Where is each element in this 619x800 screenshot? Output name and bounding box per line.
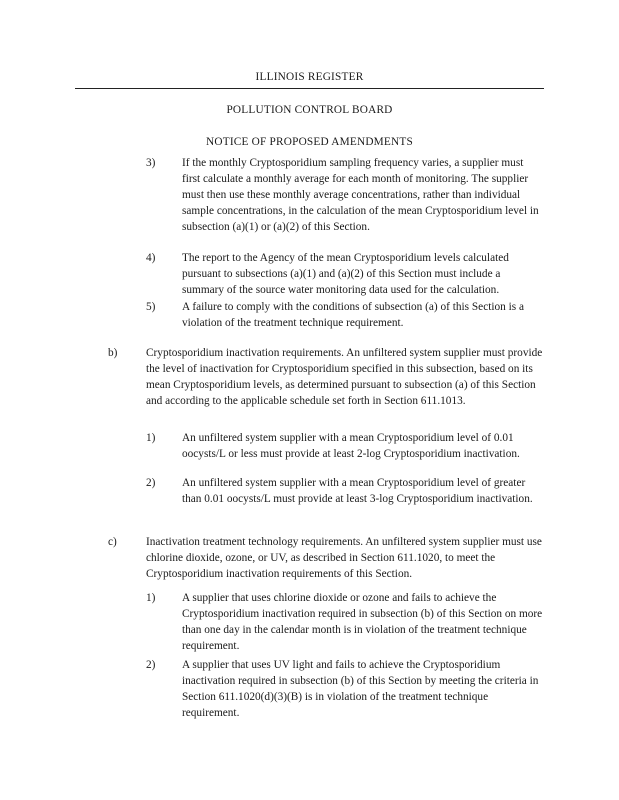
item-number-a4: 4) xyxy=(146,252,156,264)
item-number-c1: 1) xyxy=(146,592,156,604)
item-number-b1: 1) xyxy=(146,432,156,444)
item-text-b1: An unfiltered system supplier with a mean Cryptosporidium level of 0.01 oocysts/L or less must provide at least 2-log Cryptosporidium inactivation. xyxy=(182,432,520,460)
item-number-b2: 2) xyxy=(146,477,156,489)
item-number-a3: 3) xyxy=(146,157,156,169)
item-number-b: b) xyxy=(108,347,118,359)
board-title: POLLUTION CONTROL BOARD xyxy=(226,104,393,116)
item-text-a4: The report to the Agency of the mean Cryptosporidium levels calculated pursuant to subsections (a)(1) and (a)(2) of this Section must include a summary of the source water monitoring data used for the calculation. xyxy=(182,252,509,296)
header-rule xyxy=(75,88,544,89)
item-text-c: Inactivation treatment technology requirements. An unfiltered system supplier must use chlorine dioxide, ozone, or UV, as described in Section 611.1020, to meet the Cryptosporidium inactivation requirements of this Section. xyxy=(146,536,542,580)
item-number-c: c) xyxy=(108,536,117,548)
item-text-b: Cryptosporidium inactivation requirements. An unfiltered system supplier must provide the level of inactivation for Cryptosporidium specified in this subsection, based on its mean Cryptosporidium levels, as determined pursuant to subsection (a) of this Section and according to the applicable schedule set forth in Section 611.1013. xyxy=(146,347,543,407)
item-text-b2: An unfiltered system supplier with a mean Cryptosporidium level of greater than 0.01 oocysts/L must provide at least 3-log Cryptosporidium inactivation. xyxy=(182,477,533,505)
item-text-a3: If the monthly Cryptosporidium sampling frequency varies, a supplier must first calculate a monthly average for each month of monitoring. The supplier must then use these monthly average concentrations, rather than individual sample concentrations, in the calculation of the mean Cryptosporidium level in subsection (a)(1) or (a)(2) of this Section. xyxy=(182,157,539,233)
register-title: ILLINOIS REGISTER xyxy=(255,71,364,83)
item-text-c1: A supplier that uses chlorine dioxide or ozone and fails to achieve the Cryptosporidium inactivation required in subsection (b) of this Section on more than one day in the calendar month is in violation of the treatment technique requirement. xyxy=(182,592,543,652)
item-number-a5: 5) xyxy=(146,301,156,313)
item-text-a5: A failure to comply with the conditions of subsection (a) of this Section is a violation of the treatment technique requirement. xyxy=(182,301,524,329)
notice-title: NOTICE OF PROPOSED AMENDMENTS xyxy=(206,136,413,148)
item-number-c2: 2) xyxy=(146,659,156,671)
item-text-c2: A supplier that uses UV light and fails to achieve the Cryptosporidium inactivation required in subsection (b) of this Section by meeting the criteria in Section 611.1020(d)(3)(B) is in violation of the treatment technique requirement. xyxy=(182,659,539,719)
